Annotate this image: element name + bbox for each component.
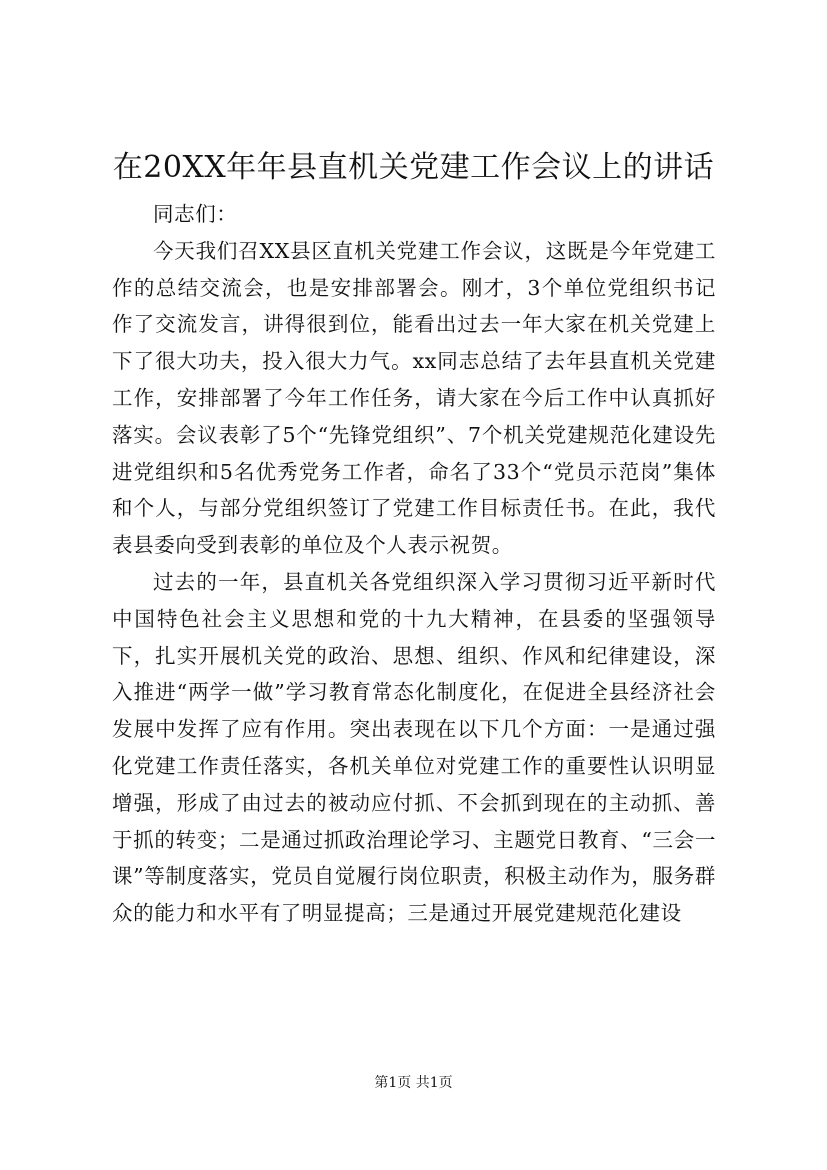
document-body [112, 196, 716, 932]
paragraph-1: 今天我们召XX县区直机关党建工作会议，这既是今年党建工作的总结交流会，也是安排部署会。刚才，3个单位党组织书记作了交流发言，讲得很到位，能看出过去一年大家在机关党建上下了很大功夫，投入很大力气。xx同志总结了去年县直机关党建工作，安排部署了今年工作任务，请大家在今后工作中认真抓好落实。会议表彰了5个“先锋党组织”、7个机关党建规范化建设先进党组织和5名优秀党务工作者，命名了33个“党员示范岗”集体和个人，与部分党组织签订了党建工作目标责任书。在此，我代表县委向受到表彰的单位及个人表示祝贺。 [112, 238, 716, 558]
salutation: 同志们： [153, 202, 238, 226]
document-title: 在20XX年年县直机关党建工作会议上的讲话 [112, 150, 715, 185]
page-footer: 第1页 共1页 [374, 1075, 453, 1091]
paragraph-2: 过去的一年，县直机关各党组织深入学习贯彻习近平新时代中国特色社会主义思想和党的十九大精神，在县委的坚强领导下，扎实开展机关党的政治、思想、组织、作风和纪律建设，深入推进“两学一做”学习教育常态化制度化，在促进全县经济社会发展中发挥了应有作用。突出表现在以下几个方面：一是通过强化党建工作责任落实，各机关单位对党建工作的重要性认识明显增强，形成了由过去的被动应付抓、不会抓到现在的主动抓、善于抓的转变；二是通过抓政治理论学习、主题党日教育、“三会一课”等制度落实，党员自觉履行岗位职责，积极主动作为，服务群众的能力和水平有了明显提高；三是通过开展党建规范化建设 [112, 569, 716, 926]
